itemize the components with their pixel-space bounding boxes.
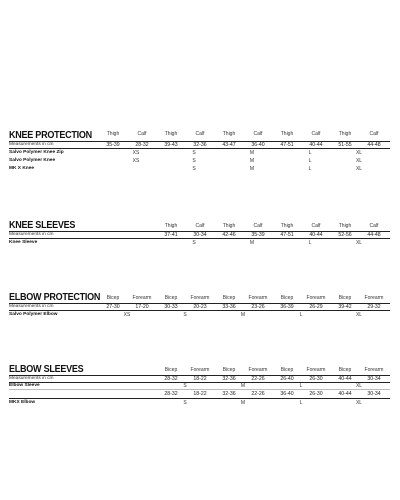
product-row-name: Knee Sleeve [9, 240, 38, 245]
size-cell: M [240, 383, 246, 389]
range-cell: 30-33 [164, 304, 178, 310]
range-cell: 30-34 [193, 232, 207, 238]
size-cell: L [308, 240, 312, 246]
range-cell: 40-44 [338, 376, 352, 382]
range-cell: 36-40 [280, 391, 294, 397]
header-cell: Calf [369, 223, 379, 229]
size-cell: L [299, 312, 303, 318]
size-cell: S [192, 158, 196, 164]
header-cell: Thigh [338, 131, 352, 137]
range-cell: 32-36 [222, 391, 236, 397]
header-rule [9, 310, 390, 311]
range-cell: 30-34 [367, 391, 381, 397]
header-cell: Forearm [364, 295, 384, 301]
measurements-label: Measurements in cm [9, 376, 54, 381]
header-cell: Calf [195, 223, 205, 229]
header-cell: Thigh [338, 223, 352, 229]
header-cell: Forearm [248, 295, 268, 301]
section-title: ELBOW SLEEVES [9, 363, 84, 375]
header-cell: Bicep [106, 295, 120, 301]
range-cell: 18-22 [193, 391, 207, 397]
section-elbow-protection [9, 290, 390, 320]
header-cell: Calf [137, 131, 147, 137]
measurements-label: Measurements in cm [9, 232, 54, 237]
header-cell: Forearm [190, 367, 210, 373]
row-rule [9, 398, 390, 399]
range-cell: 36-40 [251, 142, 265, 148]
measurements-label: Measurements in cm [9, 142, 54, 147]
size-cell: S [192, 240, 196, 246]
size-cell: L [308, 158, 312, 164]
header-cell: Calf [311, 131, 321, 137]
header-rule [9, 238, 390, 239]
range-cell: 43-47 [222, 142, 236, 148]
size-cell: L [299, 383, 303, 389]
range-cell: 47-51 [280, 142, 294, 148]
size-cell: M [249, 240, 255, 246]
size-cell: XL [355, 158, 363, 164]
range-cell: 28-32 [135, 142, 149, 148]
section-title: KNEE PROTECTION [9, 129, 92, 141]
header-cell: Thigh [164, 223, 178, 229]
size-cell: S [183, 383, 187, 389]
size-cell: M [249, 150, 255, 156]
range-cell: 39-42 [338, 304, 352, 310]
header-cell: Calf [253, 223, 263, 229]
range-cell: 32-36 [222, 376, 236, 382]
range-cell: 44-48 [367, 142, 381, 148]
header-cell: Thigh [280, 223, 294, 229]
header-cell: Thigh [106, 131, 120, 137]
size-cell: L [299, 400, 303, 406]
range-cell: 26-40 [280, 376, 294, 382]
range-cell: 30-34 [367, 376, 381, 382]
range-cell: 17-20 [135, 304, 149, 310]
measurements-label: Measurements in cm [9, 304, 54, 309]
header-cell: Bicep [338, 367, 352, 373]
range-cell: 40-44 [338, 391, 352, 397]
product-row-name: MK X Knee [9, 166, 35, 171]
section-knee-protection [9, 128, 390, 178]
range-cell: 28-32 [164, 391, 178, 397]
header-cell: Bicep [338, 295, 352, 301]
section-title: KNEE SLEEVES [9, 219, 76, 231]
range-cell: 18-22 [193, 376, 207, 382]
header-cell: Bicep [164, 295, 178, 301]
header-cell: Calf [195, 131, 205, 137]
product-row-name: Elbow Sleeve [9, 383, 40, 388]
range-cell: 44-48 [367, 232, 381, 238]
range-cell: 39-43 [164, 142, 178, 148]
range-cell: 35-39 [106, 142, 120, 148]
range-cell: 40-44 [309, 232, 323, 238]
header-cell: Forearm [190, 295, 210, 301]
size-cell: XS [132, 150, 140, 156]
size-cell: XL [355, 150, 363, 156]
header-cell: Calf [311, 223, 321, 229]
header-cell: Bicep [222, 367, 236, 373]
size-cell: S [183, 312, 187, 318]
product-row-name: Salvo Polymer Knee Zip [9, 150, 64, 155]
header-cell: Bicep [280, 295, 294, 301]
range-cell: 20-23 [193, 304, 207, 310]
header-cell: Thigh [222, 223, 236, 229]
header-cell: Forearm [248, 367, 268, 373]
header-cell: Calf [253, 131, 263, 137]
size-cell: XL [355, 400, 363, 406]
size-cell: S [192, 166, 196, 172]
range-cell: 42-46 [222, 232, 236, 238]
size-cell: M [249, 158, 255, 164]
range-cell: 32-36 [193, 142, 207, 148]
header-cell: Forearm [306, 295, 326, 301]
section-elbow-sleeves [9, 362, 390, 412]
header-cell: Thigh [164, 131, 178, 137]
range-cell: 28-32 [164, 376, 178, 382]
size-cell: XL [355, 166, 363, 172]
size-cell: L [308, 150, 312, 156]
range-cell: 27-30 [106, 304, 120, 310]
header-cell: Thigh [222, 131, 236, 137]
size-cell: XS [132, 158, 140, 164]
size-cell: XL [355, 383, 363, 389]
range-cell: 36-39 [280, 304, 294, 310]
header-rule [9, 148, 390, 149]
range-cell: 52-56 [338, 232, 352, 238]
size-cell: M [240, 312, 246, 318]
header-cell: Bicep [222, 295, 236, 301]
size-cell: XL [355, 312, 363, 318]
product-row-name: Salvo Polymer Elbow [9, 312, 58, 317]
header-cell: Calf [369, 131, 379, 137]
range-cell: 37-41 [164, 232, 178, 238]
size-cell: L [308, 166, 312, 172]
size-cell: S [183, 400, 187, 406]
header-cell: Thigh [280, 131, 294, 137]
range-cell: 35-39 [251, 232, 265, 238]
range-cell: 22-26 [251, 376, 265, 382]
product-row-name: Salvo Polymer Knee [9, 158, 56, 163]
range-cell: 40-44 [309, 142, 323, 148]
range-cell: 51-55 [338, 142, 352, 148]
size-cell: XS [123, 312, 131, 318]
section-knee-sleeves [9, 218, 390, 248]
row-rule [9, 389, 390, 390]
size-cell: M [240, 400, 246, 406]
size-cell: M [249, 166, 255, 172]
range-cell: 29-32 [367, 304, 381, 310]
header-cell: Forearm [132, 295, 152, 301]
size-cell: S [192, 150, 196, 156]
range-cell: 22-26 [251, 391, 265, 397]
header-cell: Forearm [364, 367, 384, 373]
range-cell: 33-36 [222, 304, 236, 310]
range-cell: 26-29 [309, 304, 323, 310]
size-cell: XL [355, 240, 363, 246]
range-cell: 47-51 [280, 232, 294, 238]
range-cell: 26-30 [309, 376, 323, 382]
product-row-name: MKX Elbow [9, 400, 36, 405]
header-cell: Bicep [280, 367, 294, 373]
header-cell: Forearm [306, 367, 326, 373]
header-cell: Bicep [164, 367, 178, 373]
range-cell: 23-26 [251, 304, 265, 310]
range-cell: 26-30 [309, 391, 323, 397]
section-title: ELBOW PROTECTION [9, 291, 101, 303]
